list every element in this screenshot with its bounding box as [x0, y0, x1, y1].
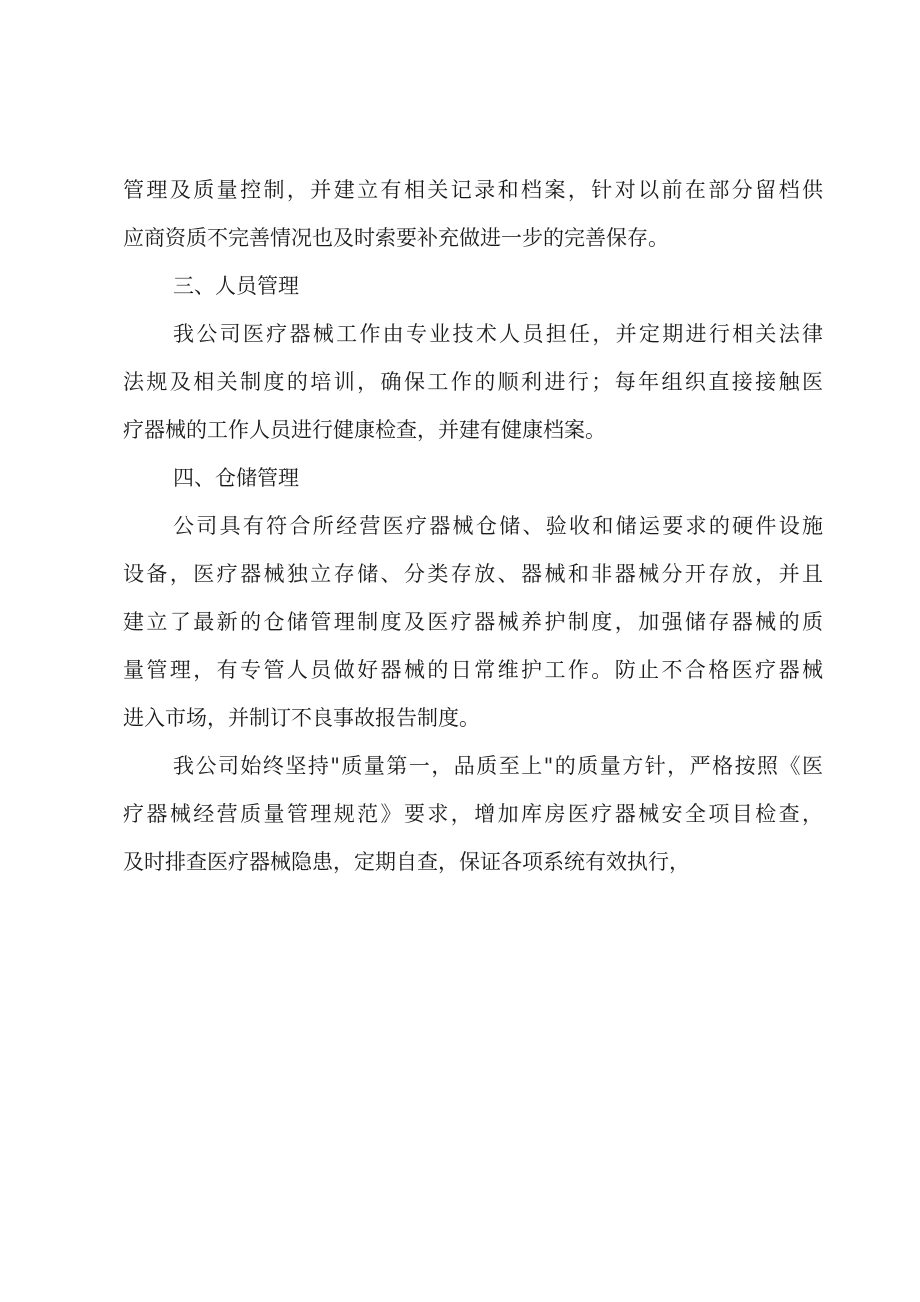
text-line: 公司具有符合所经营医疗器械仓储、验收和储运要求的硬件设施: [173, 514, 823, 538]
text-line: 我公司始终坚持"质量第一，品质至上"的质量方针，严格按照《医: [173, 754, 823, 778]
paragraph-quality-policy: [123, 742, 823, 886]
text-line: 法规及相关制度的培训，确保工作的顺利进行；每年组织直接接触医: [123, 370, 823, 394]
text-line: 管理及质量控制，并建立有相关记录和档案，针对以前在部分留档供: [123, 178, 823, 202]
text-line: 及时排查医疗器械隐患，定期自查，保证各项系统有效执行，: [123, 850, 690, 874]
paragraph-quality-control: [123, 166, 823, 262]
text-line: 建立了最新的仓储管理制度及医疗器械养护制度，加强储存器械的质: [123, 610, 823, 634]
paragraph-storage: [123, 502, 823, 742]
text-line: 应商资质不完善情况也及时索要补充做进一步的完善保存。: [123, 226, 669, 250]
document-body: [123, 166, 823, 886]
paragraph-personnel: [123, 310, 823, 454]
text-line: 疗器械经营质量管理规范》要求，增加库房医疗器械安全项目检查，: [123, 802, 823, 826]
text-line: 我公司医疗器械工作由专业技术人员担任，并定期进行相关法律: [173, 322, 823, 346]
text-line: 量管理，有专管人员做好器械的日常维护工作。防止不合格医疗器械: [123, 658, 823, 682]
text-line: 进入市场，并制订不良事故报告制度。: [123, 706, 480, 730]
text-line: 设备，医疗器械独立存储、分类存放、器械和非器械分开存放，并且: [123, 562, 823, 586]
section-heading-personnel: 三、人员管理: [173, 274, 299, 298]
section-heading-storage: 四、仓储管理: [173, 466, 299, 490]
text-line: 疗器械的工作人员进行健康检查，并建有健康档案。: [123, 418, 606, 442]
